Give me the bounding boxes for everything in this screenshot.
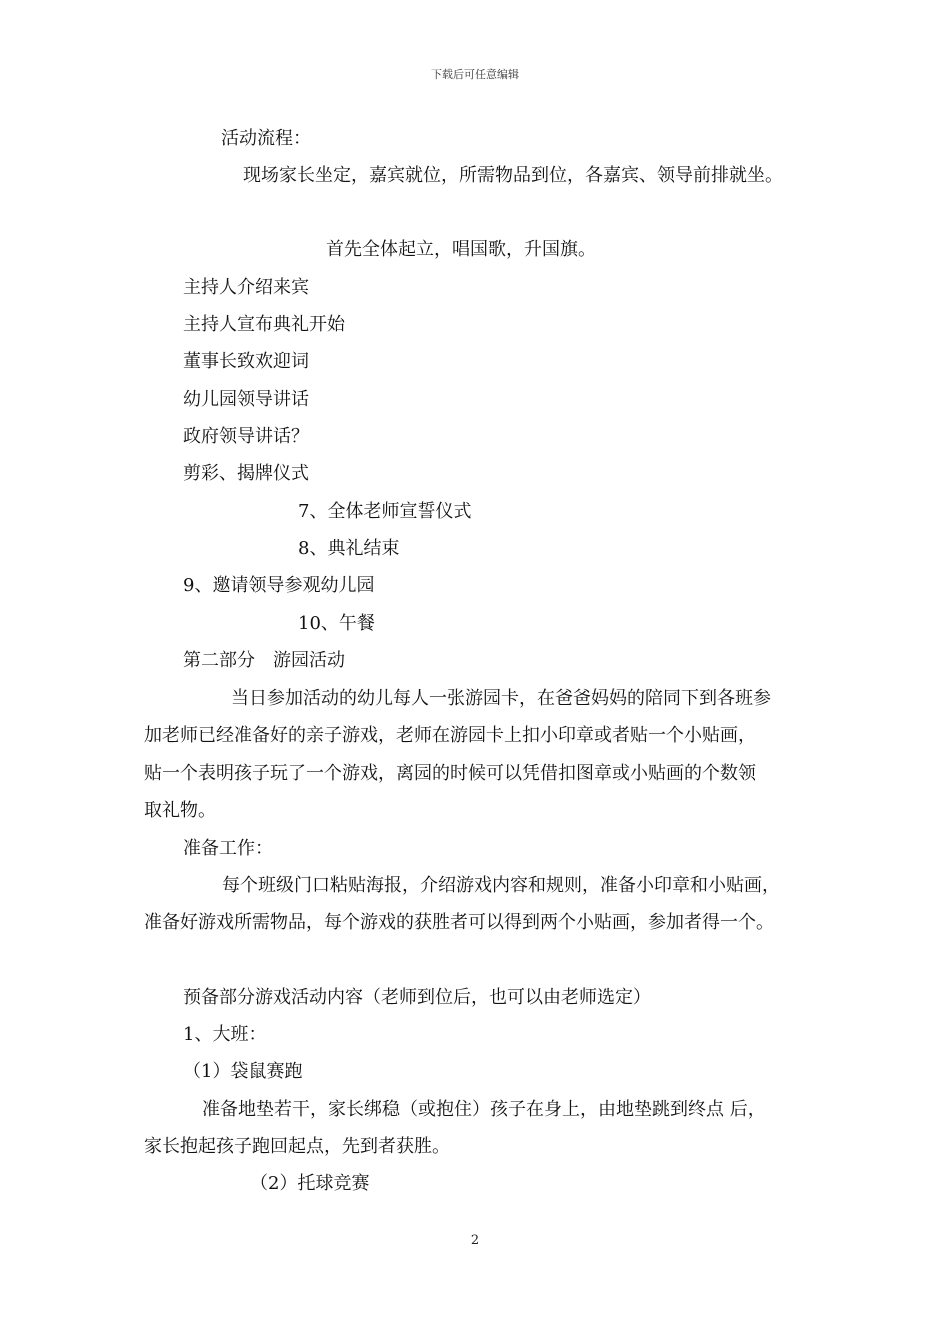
- list-item: 7、全体老师宣誓仪式: [298, 501, 472, 522]
- paragraph-line: 准备地垫若干，家长绑稳（或抱住）孩子在身上，由地垫跳到终点 后，: [202, 1099, 766, 1120]
- paragraph-line: 准备好游戏所需物品，每个游戏的获胜者可以得到两个小贴画，参加者得一个。: [144, 912, 774, 933]
- page-header: 下载后可任意编辑: [431, 68, 519, 81]
- subheading: 1、大班：: [183, 1024, 267, 1045]
- paragraph-line: 贴一个表明孩子玩了一个游戏，离园的时候可以凭借扣图章或小贴画的个数领: [144, 763, 756, 784]
- list-item: 9、邀请领导参观幼儿园: [183, 575, 375, 596]
- list-item: 8、典礼结束: [298, 538, 400, 559]
- paragraph-line: 首先全体起立，唱国歌，升国旗。: [326, 239, 596, 260]
- paragraph-line: 预备部分游戏活动内容（老师到位后，也可以由老师选定）: [183, 987, 651, 1008]
- paragraph-line: 现场家长坐定，嘉宾就位，所需物品到位，各嘉宾、领导前排就坐。: [243, 165, 783, 186]
- game-title: （2）托球竞赛: [250, 1173, 370, 1194]
- paragraph-line: 家长抱起孩子跑回起点，先到者获胜。: [144, 1136, 450, 1157]
- game-title: （1）袋鼠赛跑: [183, 1061, 303, 1082]
- paragraph-line: 加老师已经准备好的亲子游戏，老师在游园卡上扣小印章或者贴一个小贴画，: [144, 725, 756, 746]
- page-number: 2: [470, 1233, 480, 1248]
- list-item: 幼儿园领导讲话: [183, 389, 309, 410]
- list-item: 主持人介绍来宾: [183, 277, 309, 298]
- list-item: 董事长致欢迎词: [183, 351, 309, 372]
- section-heading: 第二部分 游园活动: [183, 650, 345, 671]
- paragraph-line: 当日参加活动的幼儿每人一张游园卡，在爸爸妈妈的陪同下到各班参: [231, 688, 771, 709]
- list-item: 10、午餐: [298, 613, 375, 634]
- list-item: 主持人宣布典礼开始: [183, 314, 345, 335]
- list-item: 剪彩、揭牌仪式: [183, 463, 309, 484]
- section-label-preparation: 准备工作：: [183, 838, 273, 859]
- section-label-activity-flow: 活动流程：: [221, 128, 311, 149]
- list-item: 政府领导讲话？: [183, 426, 309, 447]
- paragraph-line: 每个班级门口粘贴海报，介绍游戏内容和规则，准备小印章和小贴画，: [222, 875, 780, 896]
- paragraph-line: 取礼物。: [144, 800, 216, 821]
